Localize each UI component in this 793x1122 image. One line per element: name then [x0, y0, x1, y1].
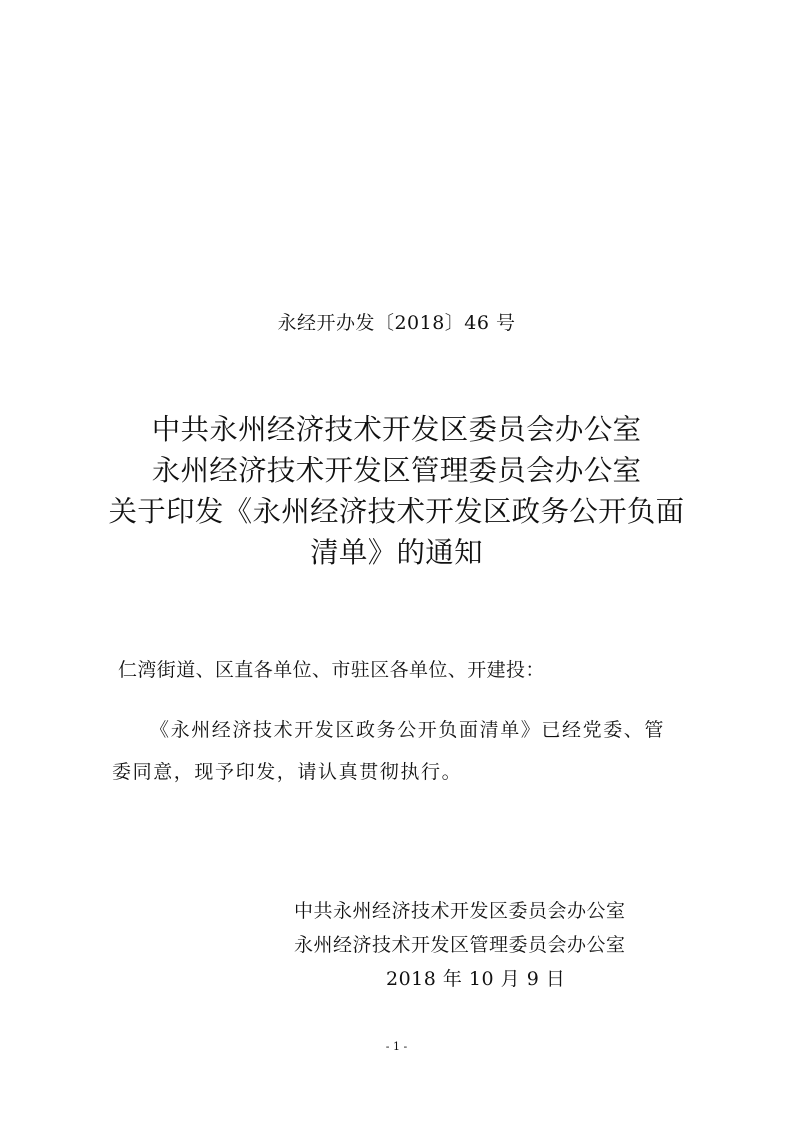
title-line: 永州经济技术开发区管理委员会办公室 — [151, 454, 642, 487]
document-number: 永经开办发〔2018〕46 号 — [277, 312, 516, 334]
body-line: 《永州经济技术开发区政务公开负面清单》已经党委、管 — [150, 719, 666, 741]
title-line: 清单》的通知 — [310, 536, 483, 569]
document-title — [0, 409, 793, 573]
page-number: - 1 - — [385, 1040, 408, 1053]
signature-block — [294, 894, 626, 996]
title-line: 中共永州经济技术开发区委员会办公室 — [151, 413, 642, 446]
addressee: 仁湾街道、区直各单位、市驻区各单位、开建投： — [118, 659, 545, 681]
body-paragraph — [112, 709, 694, 793]
signature-org-admin: 永州经济技术开发区管理委员会办公室 — [294, 934, 626, 956]
title-line: 关于印发《永州经济技术开发区政务公开负面 — [108, 495, 685, 528]
signature-org-party: 中共永州经济技术开发区委员会办公室 — [294, 900, 626, 922]
signature-date: 2018 年 10 月 9 日 — [386, 968, 566, 990]
body-line: 委同意，现予印发，请认真贯彻执行。 — [112, 761, 463, 783]
